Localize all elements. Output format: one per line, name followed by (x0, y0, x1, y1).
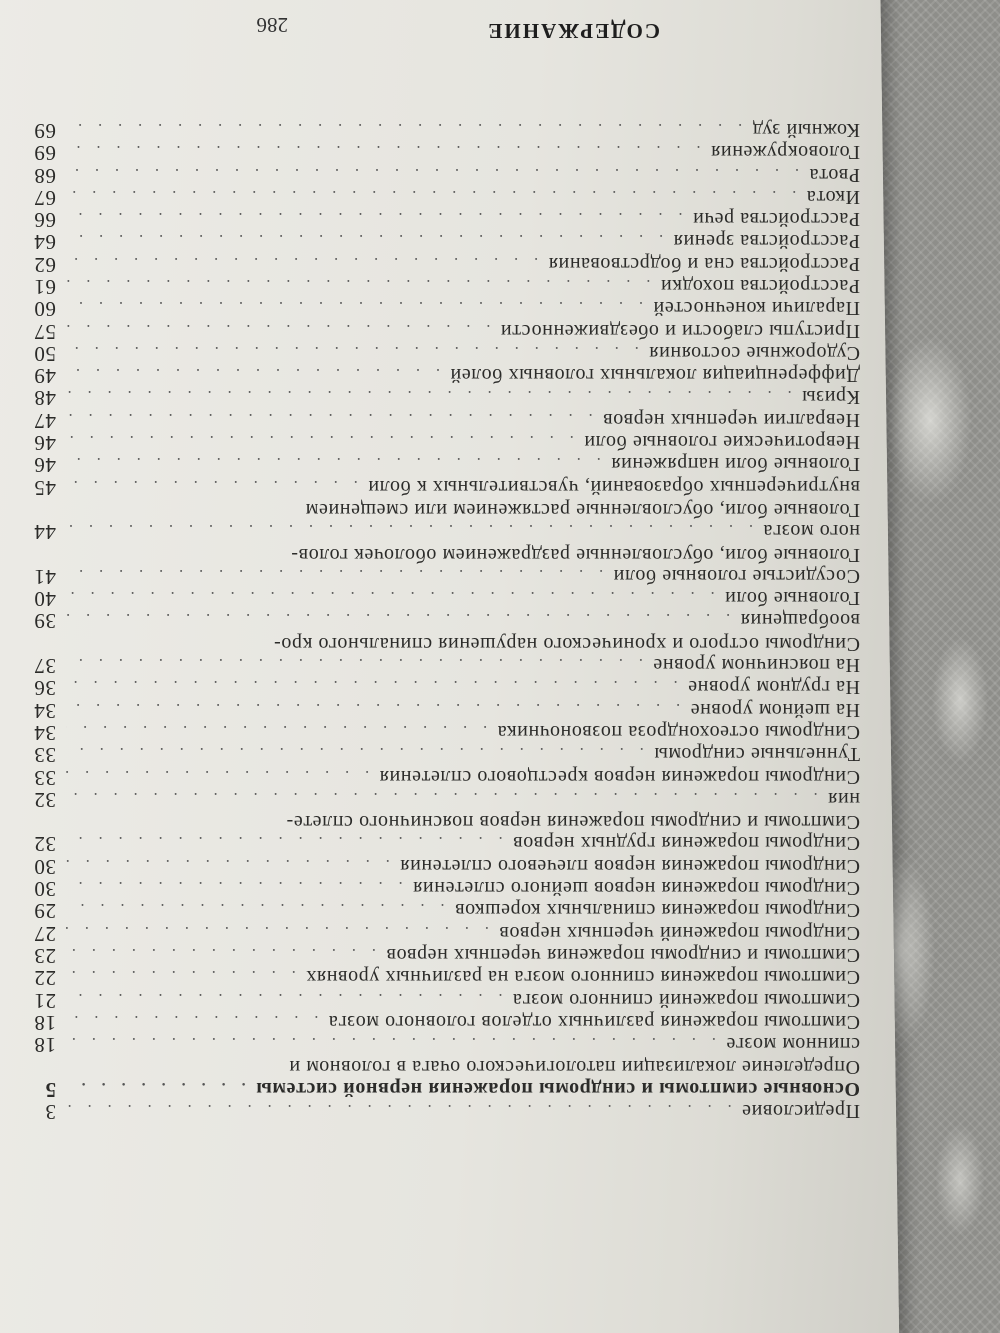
toc-entry-title: Синдромы поражения грудных нервов (512, 832, 860, 855)
toc-entry-title: Сосудистые головные боли (613, 564, 860, 587)
toc-entry (20, 833, 860, 855)
toc-leader-dots (66, 741, 644, 763)
toc-entry-title: Синдромы поражений черепных нервов (498, 921, 860, 944)
toc-entry-title: ния (827, 787, 860, 810)
toc-entry-page: 18 (33, 1010, 56, 1035)
toc-entry-page: 30 (33, 854, 56, 879)
toc-entry-page: 50 (33, 341, 56, 366)
toc-leader-dots (66, 652, 643, 674)
toc-entry (20, 476, 860, 498)
toc-leader-dots (66, 340, 639, 362)
toc-entry-title: Симптомы поражений спинного мозга (512, 988, 860, 1011)
toc-entry-title: Расстройства речи (692, 208, 860, 231)
toc-entry-page: 45 (33, 475, 56, 500)
toc-entry-page: 44 (33, 520, 56, 545)
toc-entry-page: 48 (33, 386, 56, 411)
toc-entry-title: На грудном уровне (687, 676, 860, 699)
page-number: 286 (256, 13, 288, 37)
toc-entry (20, 521, 860, 543)
table-of-contents (20, 120, 860, 1123)
toc-entry-page: 69 (33, 118, 56, 143)
toc-leader-dots (66, 518, 753, 540)
toc-entry-page: 61 (33, 275, 56, 300)
toc-entry-title: Симптомы и синдромы поражения черепных нервов (385, 943, 860, 966)
toc-entry-title: внутричерепных образований, чувствительных к боли (367, 475, 860, 498)
toc-entry (20, 744, 860, 766)
toc-entry-page: 66 (33, 208, 56, 233)
toc-entry (20, 1101, 860, 1123)
toc-entry (20, 699, 860, 721)
toc-entry (20, 164, 860, 186)
toc-entry-page: 36 (33, 676, 56, 701)
toc-entry (20, 766, 860, 788)
toc-leader-dots (66, 162, 799, 184)
toc-entry (20, 789, 860, 811)
toc-entry-page: 68 (33, 163, 56, 188)
toc-entry-title: Симптомы поражения различных отделов головного мозга (328, 1010, 860, 1033)
toc-leader-dots (66, 897, 445, 919)
toc-entry (20, 722, 860, 744)
toc-entry-page: 60 (33, 297, 56, 322)
toc-leader-dots (66, 273, 650, 295)
toc-entry (20, 276, 860, 298)
toc-entry-page: 57 (33, 319, 56, 344)
toc-entry (20, 343, 860, 365)
toc-entry-page: 62 (33, 252, 56, 277)
toc-entry (20, 922, 860, 944)
toc-entry (20, 878, 860, 900)
toc-entry (20, 432, 860, 454)
toc-entry-page: 34 (33, 720, 56, 745)
toc-entry-title: Приступы слабости и обездвиженности (500, 319, 860, 342)
toc-entry-page: 46 (33, 431, 56, 456)
toc-entry-page: 30 (33, 877, 56, 902)
toc-entry-title: Синдромы поражения спинальных корешков (454, 899, 860, 922)
toc-entry-page: 18 (33, 1033, 56, 1058)
toc-entry-title: Предисловие (741, 1100, 860, 1122)
toc-entry-title: Головокружения (710, 141, 860, 164)
toc-entry-title: Туннельные синдромы (653, 743, 860, 766)
toc-entry-page: 33 (33, 743, 56, 768)
toc-leader-dots (66, 563, 603, 585)
toc-entry-page: 64 (33, 230, 56, 255)
toc-leader-dots (66, 987, 502, 1009)
toc-entry (20, 387, 860, 409)
toc-leader-dots (66, 697, 680, 719)
toc-leader-dots (66, 429, 574, 451)
toc-entry-page: 47 (33, 408, 56, 433)
toc-entry-title: Синдромы поражения нервов крестцового сплетения (379, 765, 860, 788)
toc-leader-dots (66, 474, 358, 496)
toc-leader-dots (66, 318, 490, 340)
toc-entry-title: Головные боли, обусловленные растяжением или смещением (305, 498, 860, 521)
toc-leader-dots (66, 786, 818, 808)
toc-entry (20, 454, 860, 476)
toc-entry-page: 41 (33, 564, 56, 589)
toc-entry-title: Головные боли напряжения (610, 453, 860, 476)
toc-entry (20, 900, 860, 922)
toc-leader-dots (66, 251, 538, 273)
toc-entry-page: 40 (33, 587, 56, 612)
toc-entry-title: ного мозга (762, 520, 860, 543)
toc-entry-page: 3 (44, 1100, 56, 1124)
toc-entry-title: Невралгии черепных нервов (602, 408, 860, 431)
toc-leader-dots (66, 385, 792, 407)
toc-entry-page: 27 (33, 921, 56, 946)
toc-leader-dots (66, 451, 601, 473)
toc-leader-dots (66, 295, 643, 317)
toc-entry-title: Дифференциация локальных головных болей (449, 364, 860, 387)
toc-entry-title: Невротические головные боли (583, 431, 860, 454)
toc-entry-title: Синдромы остеохондроза позвоночника (497, 720, 860, 743)
toc-entry-title: Синдромы поражения нервов шейного сплетения (412, 877, 860, 900)
toc-leader-dots (66, 942, 376, 964)
toc-entry (20, 1078, 860, 1100)
toc-entry-page: 37 (33, 654, 56, 679)
toc-entry-title: Судорожные состояния (648, 341, 860, 364)
toc-entry-title: Расстройства зрения (673, 230, 860, 253)
toc-entry-page: 39 (33, 609, 56, 634)
toc-entry (20, 120, 860, 142)
toc-entry (20, 253, 860, 275)
toc-entry-title: Синдромы поражения нервов плечевого сплетения (399, 854, 860, 877)
toc-entry (20, 298, 860, 320)
toc-leader-dots (66, 920, 489, 942)
toc-leader-dots (66, 585, 715, 607)
toc-entry (20, 231, 860, 253)
toc-entry-title: Икота (806, 185, 860, 208)
toc-entry (20, 677, 860, 699)
toc-entry (20, 142, 860, 164)
toc-leader-dots (66, 674, 678, 696)
toc-entry-page: 29 (33, 899, 56, 924)
toc-entry-title: Кожный зуд (752, 118, 860, 141)
toc-entry-title: Симптомы поражения спинного мозга на различных уровнях (305, 966, 860, 989)
toc-entry-title: Рвота (808, 163, 860, 186)
toc-leader-dots (66, 1031, 716, 1053)
toc-leader-dots (66, 117, 742, 139)
toc-entry (20, 989, 860, 1011)
toc-entry-title: Головные боли, обусловленные раздражением оболочек голов- (290, 543, 860, 566)
toc-leader-dots (66, 1098, 732, 1120)
toc-entry-title: Кризы (801, 386, 860, 409)
toc-entry (20, 967, 860, 989)
toc-entry (20, 945, 860, 967)
toc-leader-dots (66, 964, 296, 986)
toc-leader-dots (66, 139, 701, 161)
toc-leader-dots (66, 228, 663, 250)
toc-entry-page: 21 (33, 988, 56, 1013)
toc-entry (20, 1034, 860, 1056)
toc-entry-page: 32 (33, 832, 56, 857)
toc-entry-title: спинном мозге (725, 1033, 860, 1056)
toc-leader-dots (66, 719, 487, 741)
toc-entry (20, 566, 860, 588)
toc-entry (20, 610, 860, 632)
toc-title: СОДЕРЖАНИЕ (486, 19, 660, 43)
toc-entry-page: 49 (33, 364, 56, 389)
toc-leader-dots (66, 1076, 246, 1098)
toc-entry-page: 22 (33, 966, 56, 991)
toc-entry (20, 410, 860, 432)
toc-entry-title: Синдромы острого и хронического нарушения спинального кро- (273, 632, 860, 655)
toc-entry-title: Параличи конечностей (652, 297, 860, 320)
toc-entry (20, 588, 860, 610)
toc-entry-title: Основные симптомы и синдромы поражения нервной системы (255, 1077, 860, 1100)
toc-entry-title: Головные боли (724, 587, 860, 610)
toc-entry (20, 1012, 860, 1034)
toc-entry-title: Расстройства сна и бодрствования (548, 252, 860, 275)
toc-entry-title: Определение локализации патологического очага в головном и (288, 1056, 860, 1079)
toc-leader-dots (66, 764, 369, 786)
toc-leader-dots (66, 1009, 318, 1031)
toc-entry-page: 5 (44, 1077, 56, 1102)
toc-leader-dots (66, 184, 796, 206)
toc-entry (20, 320, 860, 342)
toc-leader-dots (66, 407, 593, 429)
toc-leader-dots (66, 362, 440, 384)
toc-entry-page: 32 (33, 787, 56, 812)
toc-entry-title: На поясничном уровне (652, 654, 860, 677)
toc-entry-title: На шейном уровне (690, 698, 860, 721)
toc-entry-title: Симптомы и синдромы поражения нервов поясничного сплете- (286, 811, 860, 834)
toc-entry (20, 655, 860, 677)
toc-entry (20, 187, 860, 209)
toc-entry-page: 69 (33, 141, 56, 166)
toc-entry-page: 23 (33, 943, 56, 968)
toc-leader-dots (66, 830, 503, 852)
toc-leader-dots (66, 607, 730, 629)
toc-entry (20, 855, 860, 877)
toc-entry (20, 209, 860, 231)
toc-entry-title: Расстройства походки (660, 275, 860, 298)
toc-entry-page: 46 (33, 453, 56, 478)
toc-leader-dots (66, 206, 683, 228)
toc-entry-title: вообращения (740, 609, 860, 632)
toc-entry-page: 67 (33, 185, 56, 210)
toc-entry-page: 34 (33, 698, 56, 723)
toc-leader-dots (66, 875, 403, 897)
toc-entry-page: 33 (33, 765, 56, 790)
toc-leader-dots (66, 853, 390, 875)
